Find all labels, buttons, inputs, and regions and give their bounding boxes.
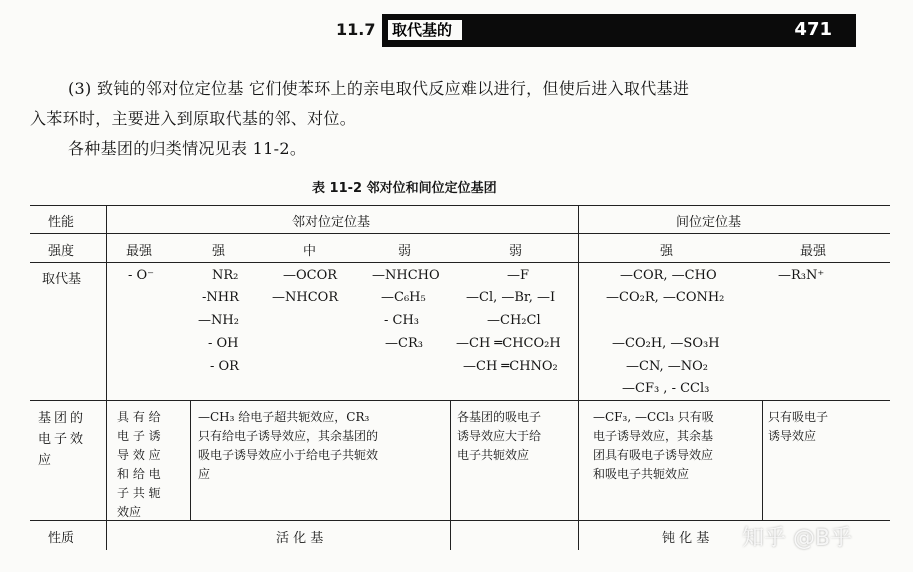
substituent-item: —NH₂	[198, 313, 239, 328]
effect-line: 团具有吸电子诱导效应	[593, 448, 714, 462]
table-top-rule	[30, 205, 890, 206]
table-rule-3	[30, 400, 890, 401]
effect-line: 和 给 电	[117, 467, 161, 481]
substituent-item: —NHCOR	[272, 290, 339, 305]
effect-line: 电子诱导效应，其余基	[593, 429, 714, 443]
paragraph-table-ref: 各种基团的归类情况见表 11-2。	[68, 139, 307, 158]
substituent-item: —CH ═CHNO₂	[463, 359, 558, 374]
row-label-nature: 性质	[48, 531, 75, 546]
effect-line: 导 效 应	[117, 448, 161, 462]
substituent-item: —COR, —CHO	[620, 268, 717, 283]
group-header-meta: 间位定位基	[676, 215, 742, 230]
row-label-substituent: 取代基	[42, 272, 82, 287]
strength-medium: 中	[303, 244, 317, 259]
row-label-property: 性能	[48, 215, 75, 230]
substituent-item: —F	[507, 268, 530, 283]
table-col-rule-2	[190, 400, 191, 520]
row-label-effect: 基团的电子效应	[38, 411, 87, 468]
effect-line: 各基团的吸电子	[457, 410, 542, 424]
nature-activating: 活 化 基	[276, 531, 324, 546]
effect-line: 应	[198, 467, 211, 481]
substituent-item: —CF₃ , - CCl₃	[622, 381, 710, 396]
substituent-item: —CO₂R, —CONH₂	[606, 290, 725, 305]
strength-meta-strong: 强	[660, 244, 674, 259]
effect-line: 诱导效应	[768, 429, 817, 443]
substituent-item: —CH ═CHCO₂H	[456, 336, 561, 351]
strength-strongest: 最强	[126, 244, 153, 259]
substituent-item: —CR₃	[385, 336, 423, 351]
row-label-strength: 强度	[48, 244, 75, 259]
substituent-item: —CN, —NO₂	[626, 359, 708, 374]
effect-line: 具 有 给	[117, 410, 161, 424]
effect-line: 电 子 诱	[117, 429, 161, 443]
header-bar	[382, 14, 856, 47]
substituent-item: NR₂	[212, 268, 239, 283]
substituent-item: —C₆H₅	[381, 290, 426, 305]
table-caption: 表 11-2 邻对位和间位定位基团	[312, 181, 497, 196]
section-title: 取代基的	[388, 20, 462, 40]
strength-weak-2: 弱	[509, 244, 523, 259]
substituent-item: - OR	[210, 359, 239, 374]
substituent-item: - O⁻	[128, 268, 155, 283]
table-rule-1	[30, 233, 890, 234]
substituent-item: —CH₂Cl	[487, 313, 541, 328]
effect-line: 吸电子诱导效应小于给电子共轭效	[198, 448, 379, 462]
effect-line: 只有吸电子	[768, 410, 829, 424]
substituent-item: —CO₂H, —SO₃H	[612, 336, 720, 351]
effect-line: —CF₃, —CCl₃ 只有吸	[593, 410, 714, 424]
substituent-item: -NHR	[202, 290, 239, 305]
table-col-rule-3	[450, 400, 451, 550]
watermark: 知乎 @B乎	[742, 526, 853, 551]
strength-meta-strongest: 最强	[800, 244, 827, 259]
effect-line: 和吸电子共轭效应	[593, 467, 690, 481]
substituent-item: —R₃N⁺	[778, 268, 825, 283]
section-number: 11.7	[336, 20, 376, 39]
substituent-item: —NHCHO	[372, 268, 440, 283]
page-number: 471	[794, 19, 832, 40]
table-rule-2	[30, 262, 890, 263]
paragraph-line-1: (3) 致钝的邻对位定位基 它们使苯环上的亲电取代反应难以进行，但使后进入取代基进	[68, 79, 690, 98]
strength-weak-1: 弱	[398, 244, 412, 259]
paragraph-line-2: 入苯环时，主要进入到原取代基的邻、对位。	[30, 109, 357, 128]
table-col-rule-5	[762, 400, 763, 520]
effect-line: 只有给电子诱导效应，其余基团的	[198, 429, 379, 443]
effect-line: 电子共轭效应	[457, 448, 530, 462]
substituent-item: - CH₃	[384, 313, 420, 328]
effect-line: 诱导效应大于给	[457, 429, 542, 443]
table-col-rule-1	[106, 205, 107, 550]
group-header-ortho-para: 邻对位定位基	[292, 215, 371, 230]
strength-strong: 强	[212, 244, 226, 259]
nature-deactivating: 钝 化 基	[662, 531, 710, 546]
effect-line: 子 共 轭	[117, 486, 161, 500]
substituent-item: —Cl, —Br, —I	[466, 290, 556, 305]
substituent-item: - OH	[208, 336, 239, 351]
substituent-item: —OCOR	[283, 268, 338, 283]
effect-line: —CH₃ 给电子超共轭效应，CR₃	[198, 410, 370, 424]
table-col-rule-4	[578, 205, 579, 550]
effect-line: 效应	[117, 505, 142, 519]
